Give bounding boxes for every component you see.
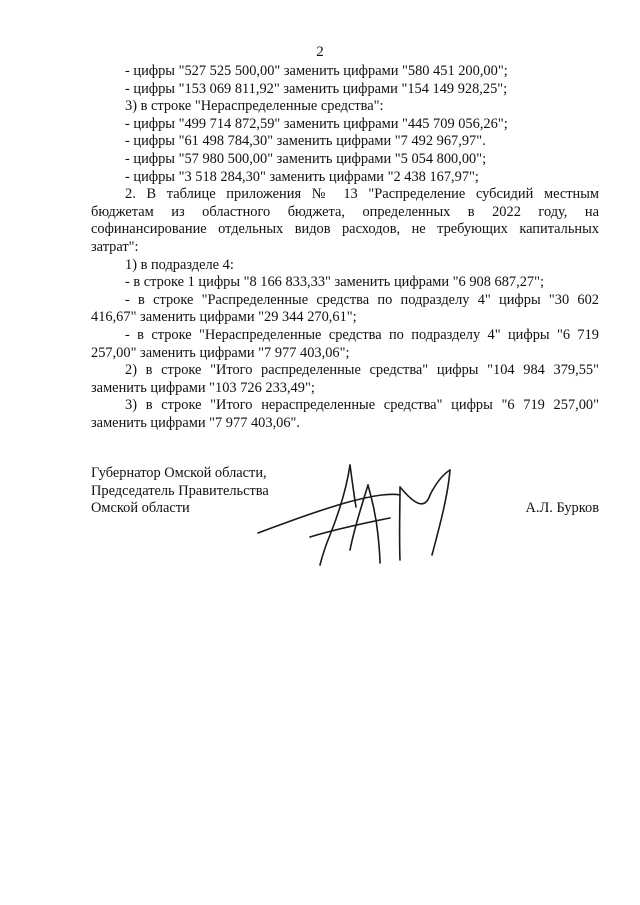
replacement-line: - в строке 1 цифры "8 166 833,33" заменить цифрами "6 908 687,27"; — [125, 274, 544, 291]
replacement-line: - цифры "3 518 284,30" заменить цифрами "2 438 167,97"; — [125, 168, 479, 185]
signer-title-line: Председатель Правительства — [91, 482, 269, 499]
signer-title-line: Омской области — [91, 500, 190, 517]
subsection-3: 3) в строке "Итого нераспределенные средства" цифры "6 719 257,00" заменить цифрами "7 977 403,06". — [91, 397, 599, 431]
page-number: 2 — [316, 44, 324, 60]
subsection-heading: 1) в подразделе 4: — [125, 256, 234, 273]
replacement-line: - в строке "Распределенные средства по подразделу 4" цифры "30 602 416,67" заменить цифрами "29 344 270,61"; — [91, 291, 599, 326]
signer-name: А.Л. Бурков — [525, 500, 599, 516]
paragraph-2: 2. В таблице приложения № 13 "Распределение субсидий местным бюджетам из областного бюджета, определенных в 2022 году, на софинансирование отдельных видов расходов, не требующих капитальных затрат": — [91, 186, 599, 255]
subsection-2: 2) в строке "Итого распределенные средства" цифры "104 984 379,55" заменить цифрами "103 726 233,49"; — [91, 362, 599, 396]
subsection-heading: 3) в строке "Нераспределенные средства": — [125, 98, 384, 115]
replacement-line: - в строке "Нераспределенные средства по подразделу 4" цифры "6 719 257,00" заменить цифрами "7 977 403,06"; — [91, 326, 599, 361]
signer-title — [91, 465, 269, 518]
replacement-line: - цифры "527 525 500,00" заменить цифрами "580 451 200,00"; — [125, 63, 508, 79]
replacement-line: - цифры "57 980 500,00" заменить цифрами "5 054 800,00"; — [125, 150, 487, 167]
replacement-line: - цифры "499 714 872,59" заменить цифрами "445 709 056,26"; — [125, 115, 508, 132]
signature-block — [91, 465, 599, 575]
replacement-line: - цифры "153 069 811,92" заменить цифрами "154 149 928,25"; — [125, 80, 508, 97]
signer-title-line: Губернатор Омской области, — [91, 465, 267, 481]
document-body — [91, 63, 599, 432]
replacement-line: - цифры "61 498 784,30" заменить цифрами "7 492 967,97". — [125, 133, 486, 150]
